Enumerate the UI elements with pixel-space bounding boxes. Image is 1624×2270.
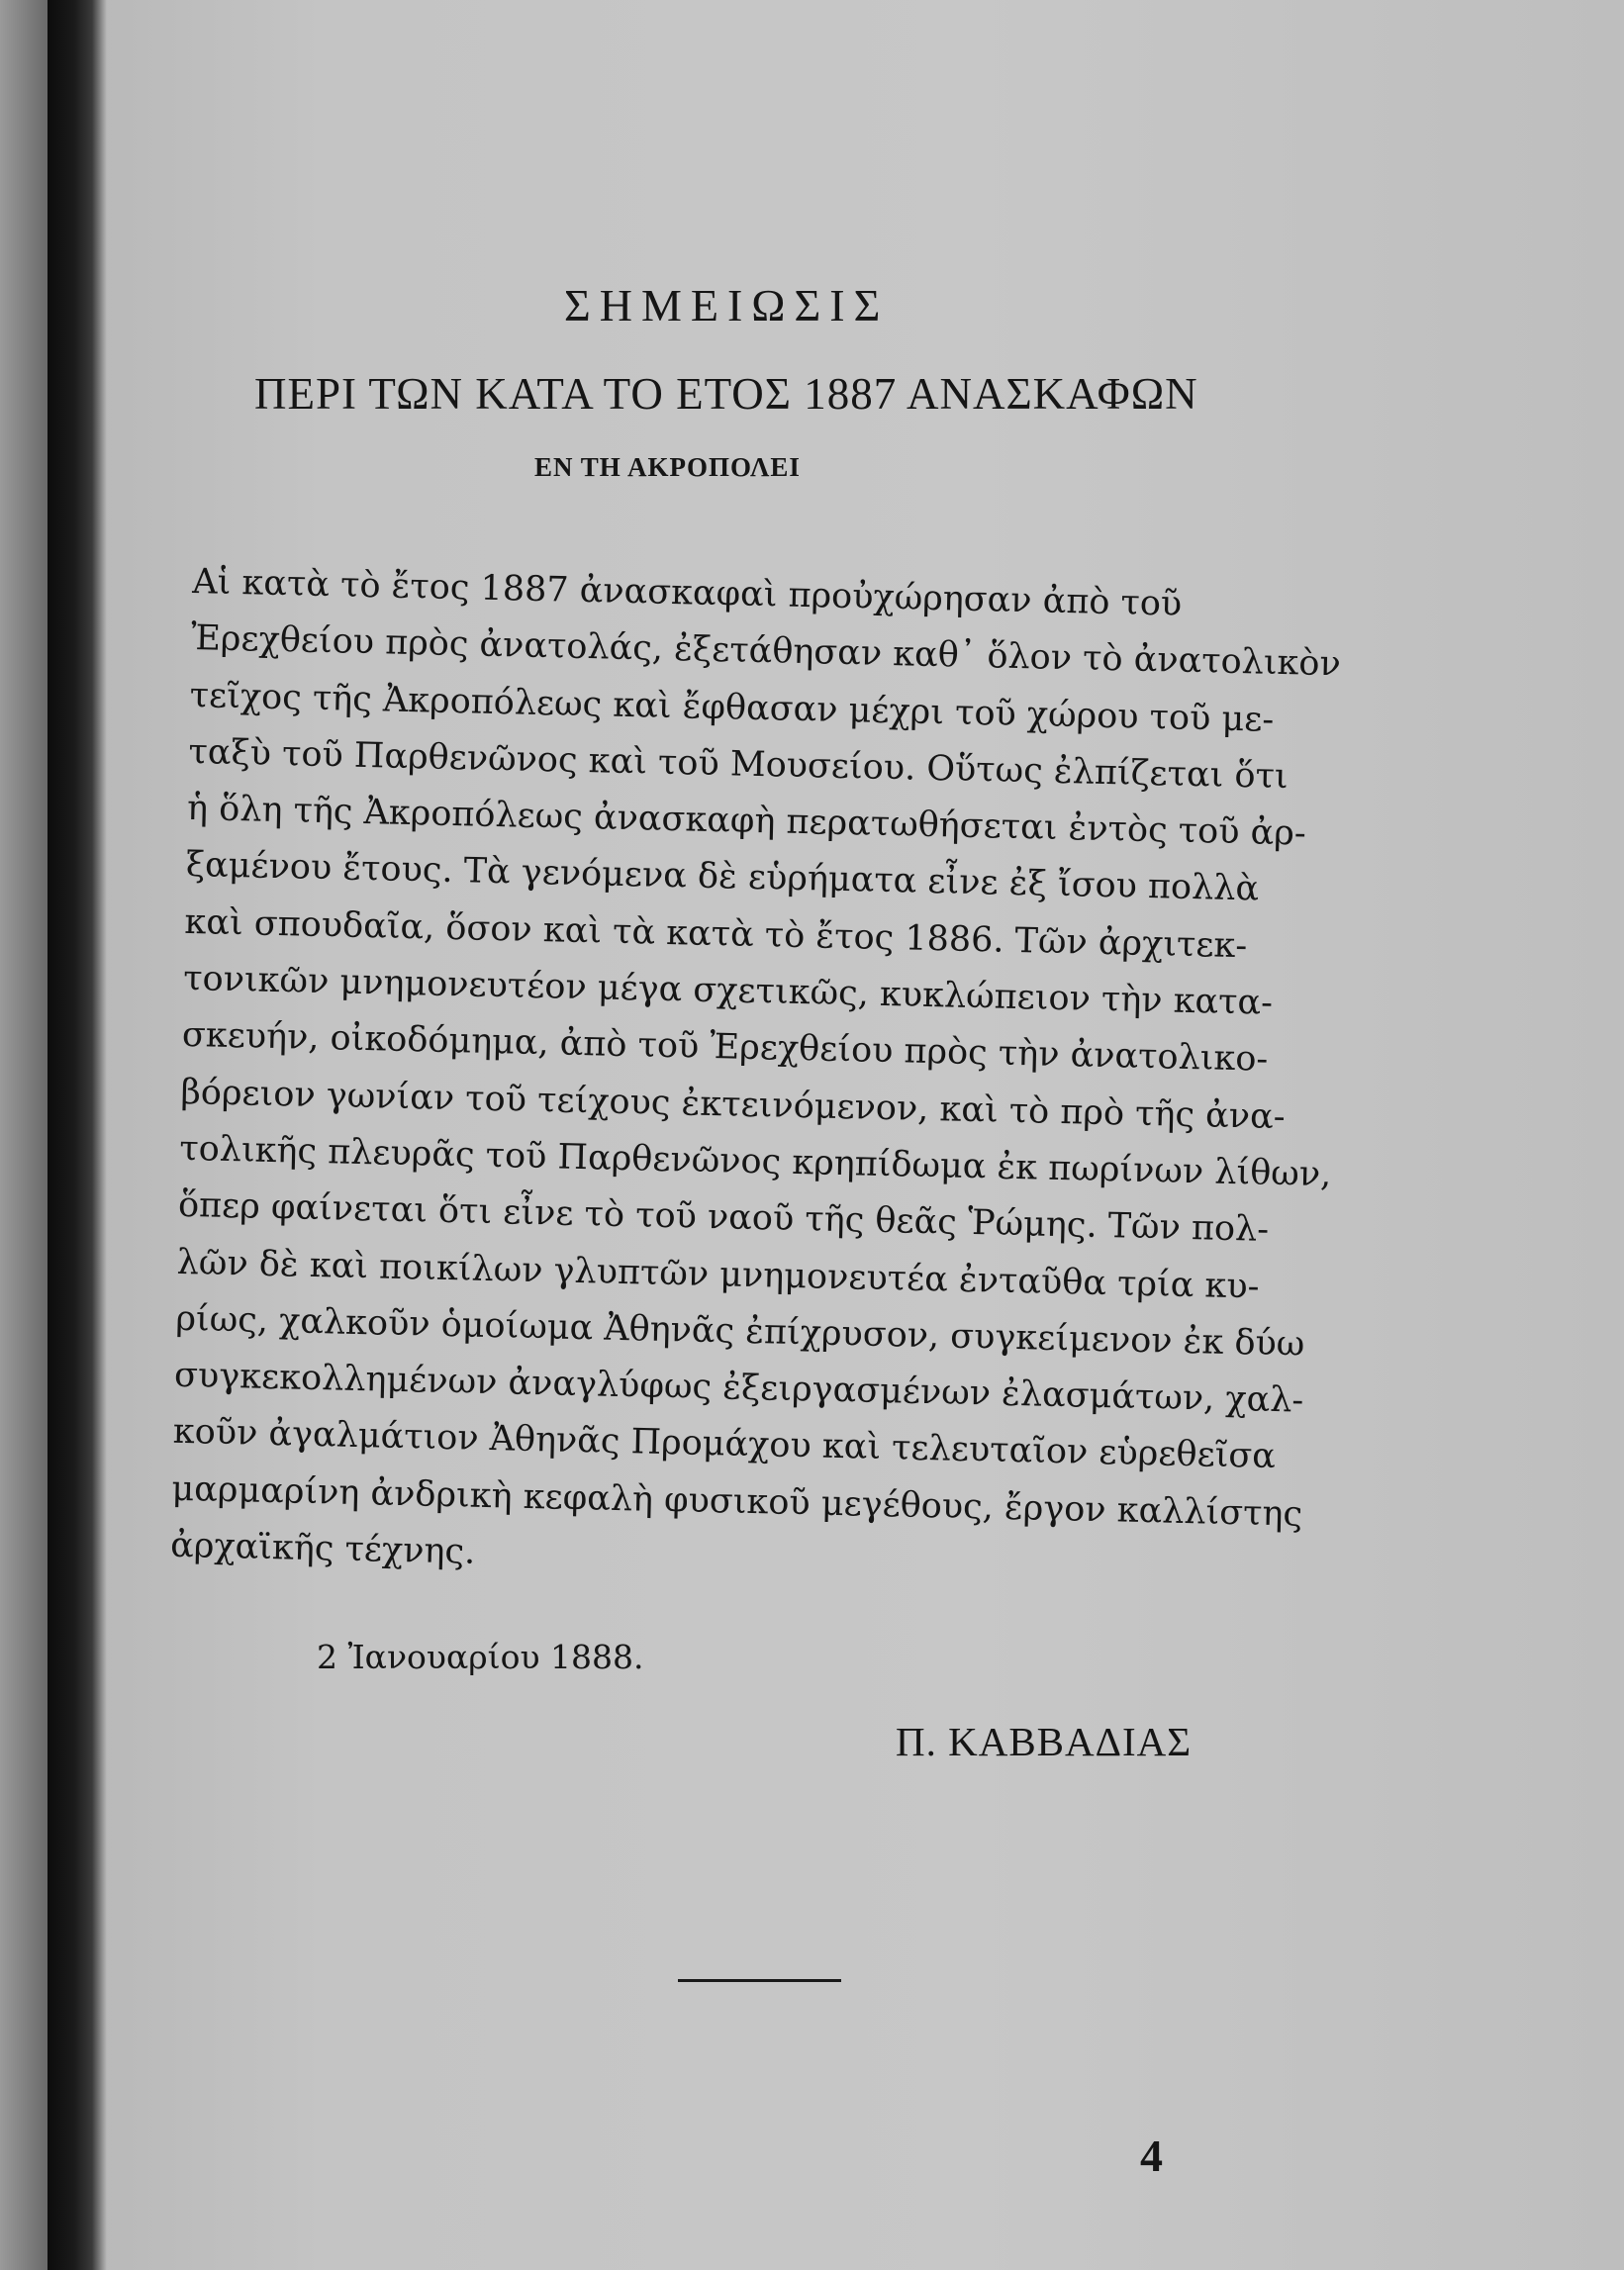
text-line: καὶ σπουδαῖα, ὅσον καὶ τὰ κατὰ τὸ ἔτος 1886. Τῶν ἀρχιτεκ- — [184, 901, 1248, 967]
author-signature: Π. ΚΑΒΒΑΔΙΑΣ — [896, 1719, 1193, 1764]
page-number: 4 — [1140, 2130, 1163, 2181]
page-location-heading: ΕΝ ΤΗ ΑΚΡΟΠΟΛΕΙ — [534, 452, 801, 482]
text-line: τολικῆς πλευρᾶς τοῦ Παρθενῶνος κρηπίδωμα ἐκ πωρίνων λίθων, — [178, 1128, 1332, 1195]
text-line: βόρειον γωνίαν τοῦ τείχους ἐκτεινόμενον, καὶ τὸ πρὸ τῆς ἀνα- — [180, 1072, 1286, 1137]
text-line: ταξὺ τοῦ Παρθενῶνος καὶ τοῦ Μουσείου. Οὕτως ἐλπίζεται ὅτι — [188, 731, 1290, 798]
text-line: κοῦν ἀγαλμάτιον Ἀθηνᾶς Προμάχου καὶ τελευταῖον εὑρεθεῖσα — [172, 1412, 1277, 1477]
text-line: λῶν δὲ καὶ ποικίλων γλυπτῶν μνημονευτέα ἐνταῦθα τρία κυ- — [176, 1242, 1260, 1307]
text-line: ξαμένου ἔτους. Τὰ γενόμενα δὲ εὑρήματα εἶνε ἐξ ἴσου πολλὰ — [185, 845, 1260, 910]
text-line: ἡ ὅλη τῆς Ἀκροπόλεως ἀνασκαφὴ περατωθήσεται ἐντὸς τοῦ ἀρ- — [186, 789, 1307, 854]
text-line: Αἱ κατὰ τὸ ἔτος 1887 ἀνασκαφαὶ προὐχώρησαν ἀπὸ τοῦ — [191, 561, 1183, 624]
date-line: 2 Ἰανουαρίου 1888. — [317, 1638, 644, 1676]
text-line: ἀρχαϊκῆς τέχνης. — [169, 1525, 476, 1572]
divider-rule — [678, 1979, 841, 1982]
text-line: τονικῶν μνημονευτέον μέγα σχετικῶς, κυκλώπειον τὴν κατα- — [182, 958, 1274, 1023]
body-paragraph — [169, 554, 1342, 1600]
text-line: τεῖχος τῆς Ἀκροπόλεως καὶ ἔφθασαν μέχρι τοῦ χώρου τοῦ με- — [189, 675, 1275, 740]
text-line: Ἐρεχθείου πρὸς ἀνατολάς, ἐξετάθησαν καθ᾽ ὅλον τὸ ἀνατολικὸν — [190, 618, 1342, 685]
text-line: ρίως, χαλκοῦν ὁμοίωμα Ἀθηνᾶς ἐπίχρυσον, συγκείμενον ἐκ δύω — [175, 1298, 1305, 1365]
text-line: σκευήν, οἰκοδόμημα, ἀπὸ τοῦ Ἐρεχθείου πρὸς τὴν ἀνατολικο- — [181, 1015, 1269, 1081]
page-subtitle: ΠΕΡΙ ΤΩΝ ΚΑΤΑ ΤΟ ΕΤΟΣ 1887 ΑΝΑΣΚΑΦΩΝ — [254, 369, 1198, 419]
text-line: μαρμαρίνη ἀνδρικὴ κεφαλὴ φυσικοῦ μεγέθους, ἔργον καλλίστης — [171, 1468, 1303, 1535]
page-title: ΣΗΜΕΙΩΣΙΣ — [564, 280, 890, 331]
text-line: συγκεκολλημένων ἀναγλύφως ἐξειργασμένων ἐλασμάτων, χαλ- — [173, 1355, 1304, 1421]
text-line: ὅπερ φαίνεται ὅτι εἶνε τὸ τοῦ ναοῦ τῆς θεᾶς Ῥώμης. Τῶν πολ- — [177, 1185, 1270, 1251]
